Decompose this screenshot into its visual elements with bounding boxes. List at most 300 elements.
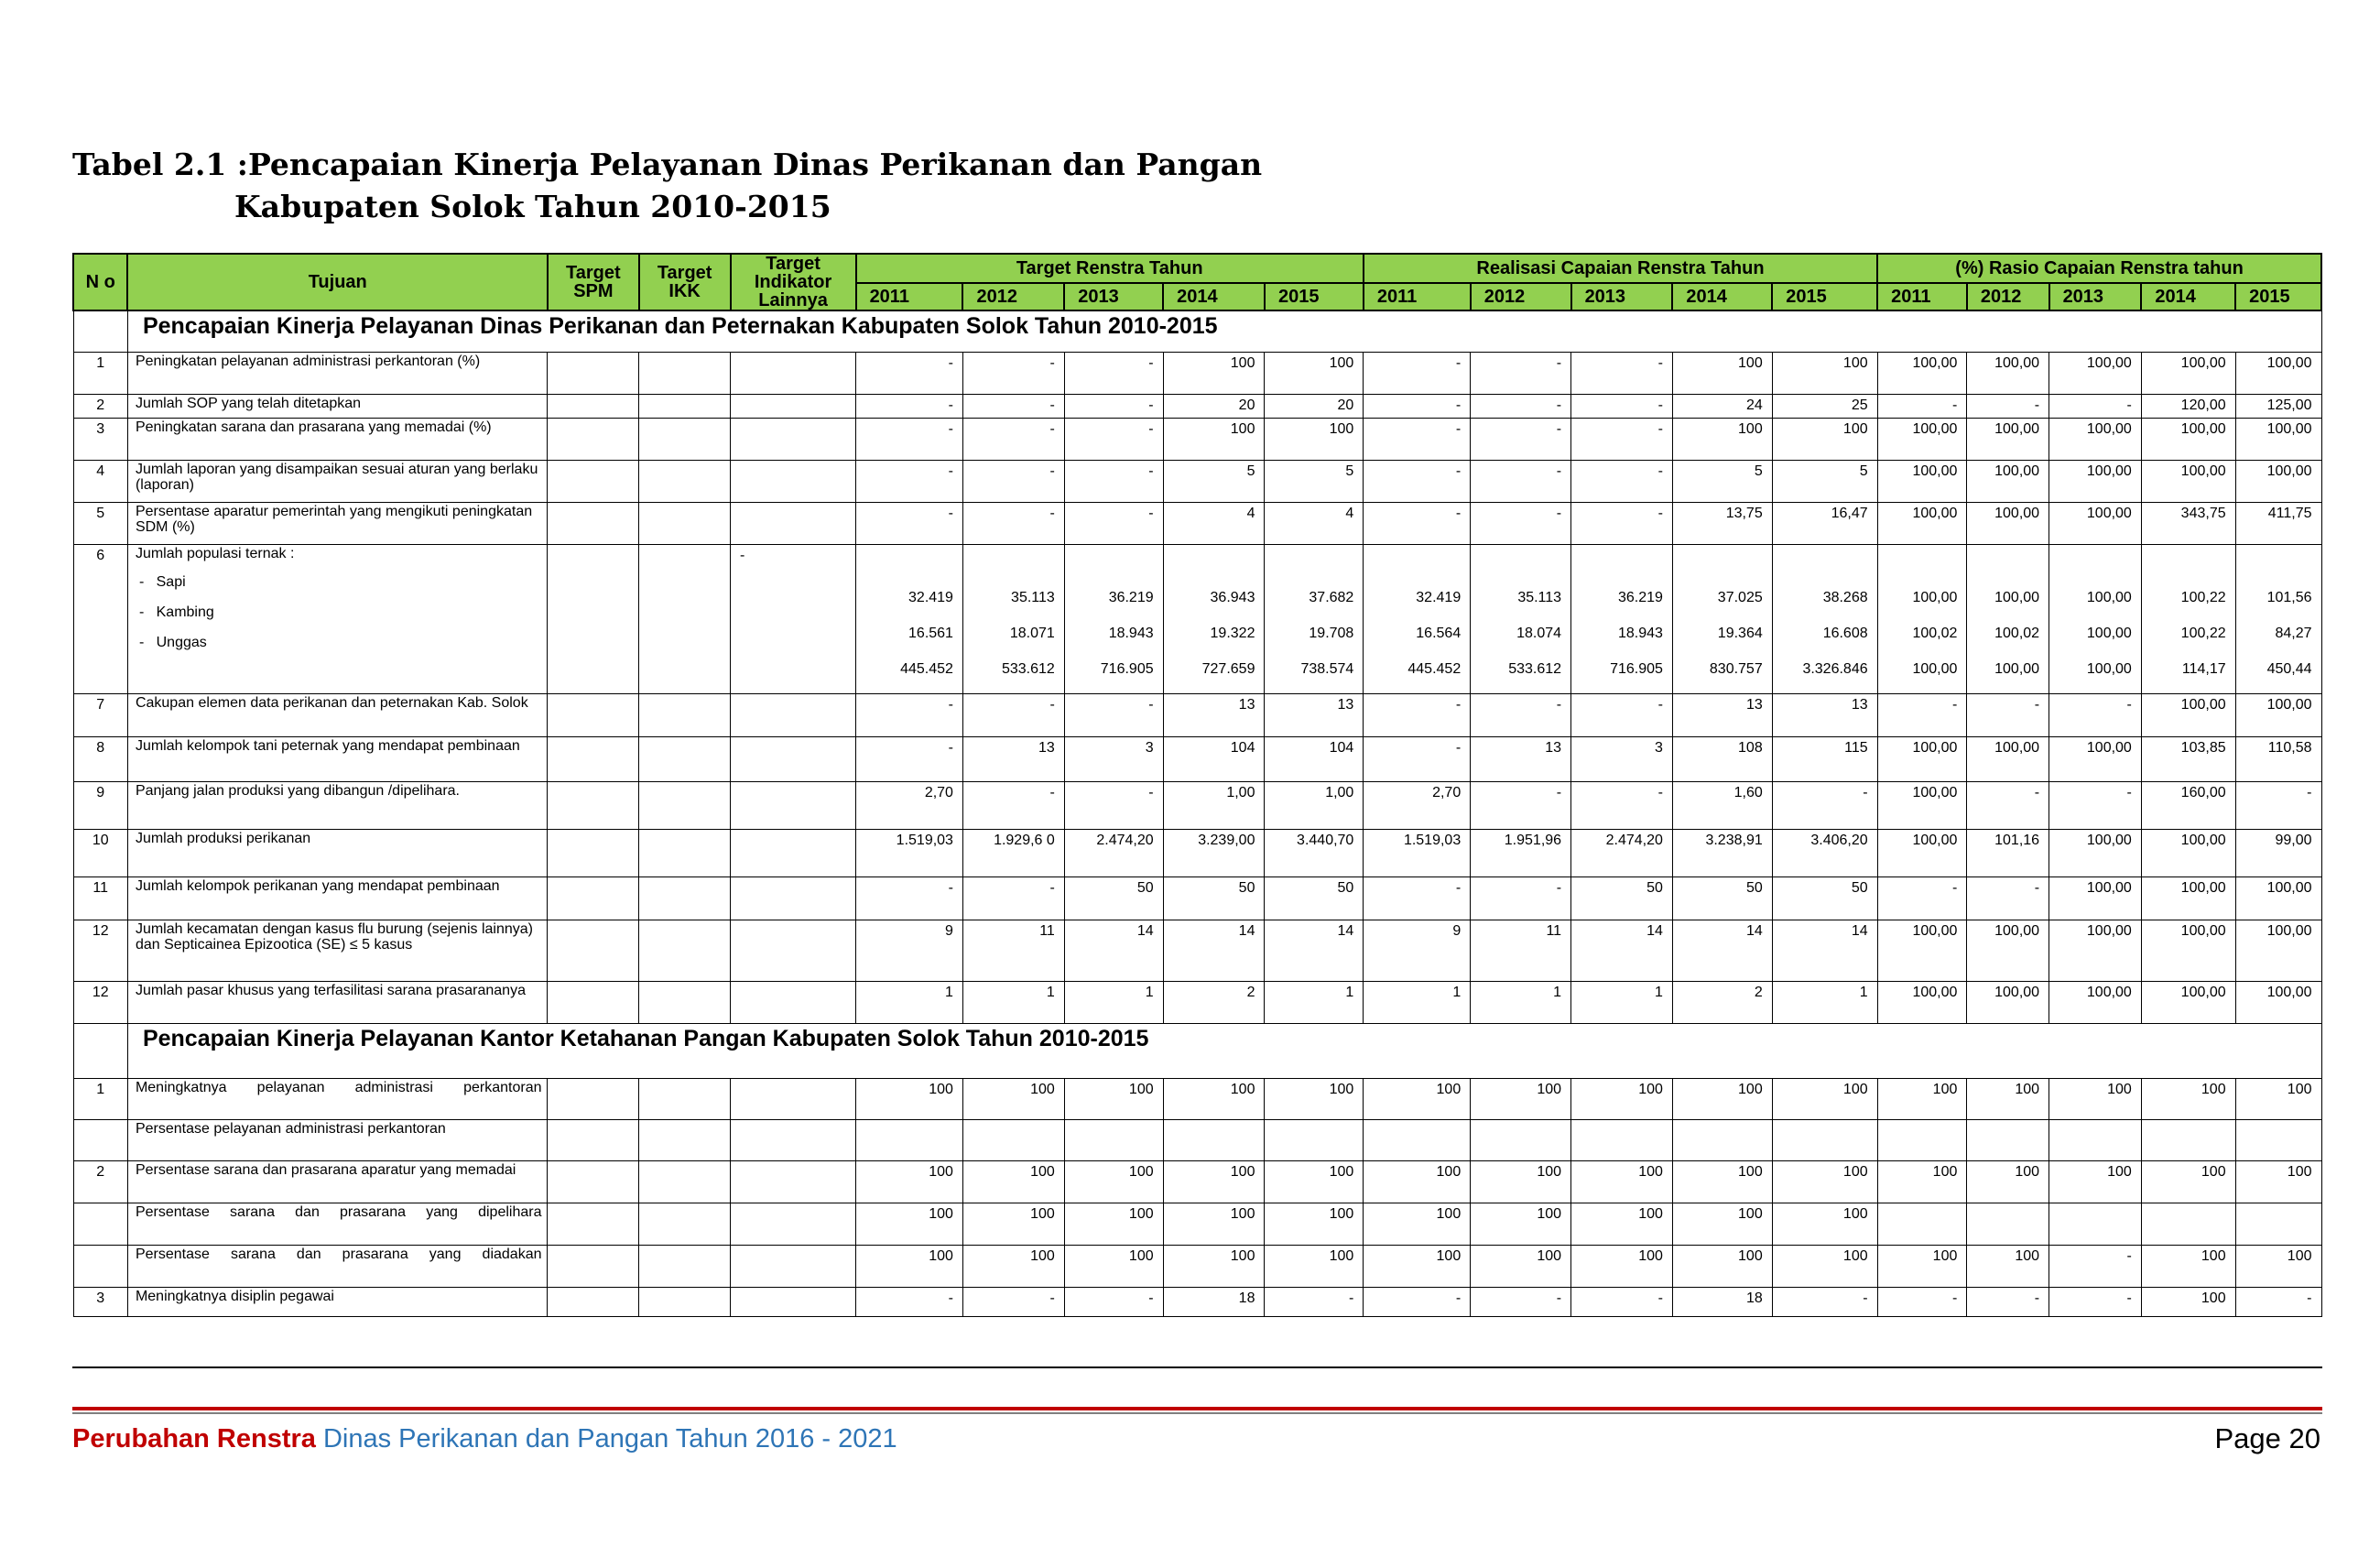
value-cell: - bbox=[1967, 781, 2049, 829]
value-cell: - bbox=[1877, 876, 1967, 920]
value-cell bbox=[1672, 544, 1772, 693]
row-number: 3 bbox=[73, 1287, 127, 1316]
table-body bbox=[73, 310, 2321, 1316]
value-cell: 100,00 bbox=[1877, 460, 1967, 502]
target-lainnya-cell bbox=[731, 920, 856, 981]
value-cell: 100 bbox=[1967, 1245, 2049, 1287]
target-spm-cell bbox=[548, 544, 639, 693]
value-cell: - bbox=[962, 502, 1064, 544]
value-cell: 100 bbox=[1471, 1160, 1571, 1203]
value-cell: - bbox=[856, 693, 963, 736]
value-cell: - bbox=[1471, 352, 1571, 394]
target-lainnya-cell bbox=[731, 394, 856, 418]
table-row bbox=[73, 876, 2321, 920]
row-tujuan: Jumlah laporan yang disampaikan sesuai aturan yang berlaku (laporan) bbox=[127, 460, 548, 502]
value-cell: 100,00 bbox=[2235, 981, 2321, 1023]
target-ikk-cell bbox=[639, 981, 731, 1023]
value-cell: 3 bbox=[1571, 736, 1673, 781]
row-tujuan: Meningkatnya pelayanan administrasi perkantoran bbox=[127, 1078, 548, 1119]
value-cell: 100 bbox=[856, 1078, 963, 1119]
populasi-value: 16.564 bbox=[1416, 625, 1462, 641]
row-tujuan: Persentase aparatur pemerintah yang mengikuti peningkatan SDM (%) bbox=[127, 502, 548, 544]
value-cell: 100,00 bbox=[1967, 981, 2049, 1023]
value-cell: 100 bbox=[1265, 418, 1364, 460]
row-tujuan: Panjang jalan produksi yang dibangun /dipelihara. bbox=[127, 781, 548, 829]
value-cell: 13 bbox=[962, 736, 1064, 781]
value-cell: 4 bbox=[1163, 502, 1265, 544]
row-tujuan: Jumlah pasar khusus yang terfasilitasi sarana prasarananya bbox=[127, 981, 548, 1023]
value-cell: 3.440,70 bbox=[1265, 829, 1364, 876]
value-cell: 13 bbox=[1471, 736, 1571, 781]
value-cell: 2 bbox=[1163, 981, 1265, 1023]
table-row bbox=[73, 1245, 2321, 1287]
table-row-populasi bbox=[73, 544, 2321, 693]
value-cell: 100 bbox=[1163, 1245, 1265, 1287]
performance-table bbox=[72, 253, 2322, 1317]
value-cell: 100 bbox=[2235, 1078, 2321, 1119]
populasi-value: 38.268 bbox=[1822, 589, 1868, 605]
value-cell: 14 bbox=[1672, 920, 1772, 981]
value-cell: - bbox=[1364, 736, 1471, 781]
populasi-value: 100,00 bbox=[1912, 660, 1958, 677]
value-cell: 100 bbox=[856, 1160, 963, 1203]
value-cell: 101,16 bbox=[1967, 829, 2049, 876]
value-cell bbox=[1064, 544, 1163, 693]
value-cell: 16,47 bbox=[1772, 502, 1877, 544]
value-cell bbox=[1967, 1203, 2049, 1245]
value-cell: - bbox=[1571, 352, 1673, 394]
target-lainnya-cell bbox=[731, 418, 856, 460]
header-no: N o bbox=[73, 254, 127, 310]
value-cell: 110,58 bbox=[2235, 736, 2321, 781]
value-cell: 1.519,03 bbox=[856, 829, 963, 876]
value-cell: 13,75 bbox=[1672, 502, 1772, 544]
populasi-value: 445.452 bbox=[900, 660, 953, 677]
value-cell bbox=[1364, 1119, 1471, 1160]
value-cell: - bbox=[856, 876, 963, 920]
value-cell bbox=[1571, 1119, 1673, 1160]
populasi-value: 100,22 bbox=[2180, 625, 2226, 641]
table-row bbox=[73, 502, 2321, 544]
value-cell: - bbox=[1967, 876, 2049, 920]
value-cell: 100,00 bbox=[2049, 920, 2142, 981]
row-number: 4 bbox=[73, 460, 127, 502]
value-cell: 50 bbox=[1265, 876, 1364, 920]
row-tujuan: Persentase sarana dan prasarana yang dipelihara bbox=[127, 1203, 548, 1245]
row-tujuan: Persentase pelayanan administrasi perkantoran bbox=[127, 1119, 548, 1160]
value-cell bbox=[1364, 544, 1471, 693]
header-group-rasio: (%) Rasio Capaian Renstra tahun bbox=[1877, 254, 2321, 283]
value-cell: - bbox=[1772, 1287, 1877, 1316]
header-group-realisasi: Realisasi Capaian Renstra Tahun bbox=[1364, 254, 1877, 283]
value-cell: 100 bbox=[1772, 352, 1877, 394]
header-year: 2014 bbox=[1163, 283, 1265, 310]
value-cell: 13 bbox=[1772, 693, 1877, 736]
row-number: 5 bbox=[73, 502, 127, 544]
populasi-value: 450,44 bbox=[2266, 660, 2312, 677]
populasi-value: 100,00 bbox=[2086, 589, 2132, 605]
row-tujuan: Jumlah kelompok tani peternak yang mendapat pembinaan bbox=[127, 736, 548, 781]
target-spm-cell bbox=[548, 829, 639, 876]
value-cell bbox=[1877, 1119, 1967, 1160]
value-cell: 9 bbox=[856, 920, 963, 981]
value-cell: - bbox=[1471, 394, 1571, 418]
target-lainnya-cell bbox=[731, 781, 856, 829]
value-cell: 100,00 bbox=[2049, 460, 2142, 502]
value-cell: 115 bbox=[1772, 736, 1877, 781]
value-cell: 2,70 bbox=[856, 781, 963, 829]
value-cell: - bbox=[1877, 1287, 1967, 1316]
row-number bbox=[73, 1203, 127, 1245]
value-cell: - bbox=[856, 352, 963, 394]
section-row bbox=[73, 1023, 2321, 1078]
value-cell: - bbox=[1064, 502, 1163, 544]
value-cell: 100 bbox=[1877, 1160, 1967, 1203]
value-cell bbox=[2141, 544, 2235, 693]
populasi-value: 738.574 bbox=[1300, 660, 1354, 677]
value-cell: 100 bbox=[1772, 1245, 1877, 1287]
value-cell: - bbox=[1571, 1287, 1673, 1316]
value-cell: 100 bbox=[1672, 1203, 1772, 1245]
target-spm-cell bbox=[548, 1203, 639, 1245]
table-row bbox=[73, 1203, 2321, 1245]
target-spm-cell bbox=[548, 693, 639, 736]
title-line-1: Tabel 2.1 :Pencapaian Kinerja Pelayanan Dinas Perikanan dan Pangan bbox=[72, 147, 1263, 182]
value-cell: 14 bbox=[1265, 920, 1364, 981]
target-spm-cell bbox=[548, 736, 639, 781]
target-ikk-cell bbox=[639, 781, 731, 829]
value-cell: - bbox=[1364, 460, 1471, 502]
value-cell: 20 bbox=[1163, 394, 1265, 418]
populasi-value: 18.074 bbox=[1516, 625, 1562, 641]
title-line-2: Kabupaten Solok Tahun 2010-2015 bbox=[234, 189, 831, 224]
row-number: 2 bbox=[73, 394, 127, 418]
target-lainnya-cell bbox=[731, 1245, 856, 1287]
value-cell: 100 bbox=[1364, 1078, 1471, 1119]
populasi-value: 100,00 bbox=[2086, 660, 2132, 677]
value-cell: 1 bbox=[1064, 981, 1163, 1023]
value-cell: 100 bbox=[2141, 1078, 2235, 1119]
value-cell: 100,00 bbox=[2049, 502, 2142, 544]
populasi-value: 100,00 bbox=[2086, 625, 2132, 641]
value-cell: - bbox=[1364, 352, 1471, 394]
value-cell: - bbox=[962, 394, 1064, 418]
value-cell: 100 bbox=[962, 1160, 1064, 1203]
value-cell: 100 bbox=[2141, 1287, 2235, 1316]
value-cell bbox=[1064, 1119, 1163, 1160]
value-cell: 104 bbox=[1265, 736, 1364, 781]
footer-description: Dinas Perikanan dan Pangan Tahun 2016 - 2021 bbox=[322, 1424, 897, 1454]
value-cell: 100,00 bbox=[1877, 502, 1967, 544]
table-row bbox=[73, 394, 2321, 418]
value-cell bbox=[1967, 1119, 2049, 1160]
target-spm-cell bbox=[548, 1245, 639, 1287]
value-cell: 100,00 bbox=[2049, 418, 2142, 460]
value-cell: - bbox=[1571, 781, 1673, 829]
value-cell: - bbox=[1064, 1287, 1163, 1316]
value-cell: 100,00 bbox=[1967, 352, 2049, 394]
value-cell: 100 bbox=[1163, 1203, 1265, 1245]
value-cell: 11 bbox=[962, 920, 1064, 981]
row-tujuan: Persentase sarana dan prasarana yang diadakan bbox=[127, 1245, 548, 1287]
value-cell bbox=[2141, 1119, 2235, 1160]
populasi-value: 32.419 bbox=[908, 589, 953, 605]
value-cell: - bbox=[1571, 394, 1673, 418]
target-lainnya-cell bbox=[731, 981, 856, 1023]
value-cell: 100 bbox=[856, 1203, 963, 1245]
value-cell: 100,00 bbox=[2141, 829, 2235, 876]
value-cell: 100,00 bbox=[1877, 920, 1967, 981]
target-spm-cell bbox=[548, 1287, 639, 1316]
value-cell: 4 bbox=[1265, 502, 1364, 544]
value-cell: 100 bbox=[1772, 1203, 1877, 1245]
value-cell: 160,00 bbox=[2141, 781, 2235, 829]
value-cell: 100,00 bbox=[2235, 460, 2321, 502]
value-cell: 14 bbox=[1772, 920, 1877, 981]
target-lainnya-cell bbox=[731, 1203, 856, 1245]
value-cell bbox=[1877, 544, 1967, 693]
value-cell: 100,00 bbox=[1967, 418, 2049, 460]
value-cell bbox=[2049, 544, 2142, 693]
row-number: 11 bbox=[73, 876, 127, 920]
populasi-item: - Unggas bbox=[138, 634, 207, 650]
value-cell: 100,00 bbox=[1877, 829, 1967, 876]
target-lainnya-cell bbox=[731, 352, 856, 394]
target-spm-cell bbox=[548, 781, 639, 829]
value-cell: - bbox=[1571, 460, 1673, 502]
row-number: 12 bbox=[73, 981, 127, 1023]
populasi-value: 18.071 bbox=[1009, 625, 1055, 641]
populasi-value: 445.452 bbox=[1407, 660, 1462, 677]
value-cell: 100 bbox=[1064, 1160, 1163, 1203]
value-cell: 50 bbox=[1672, 876, 1772, 920]
populasi-value: 100,00 bbox=[1994, 589, 2040, 605]
header-year: 2015 bbox=[1265, 283, 1364, 310]
target-ikk-cell bbox=[639, 1119, 731, 1160]
value-cell: 1.929,6 0 bbox=[962, 829, 1064, 876]
value-cell: 100 bbox=[1877, 1078, 1967, 1119]
header-target-ikk: Target IKK bbox=[639, 254, 731, 310]
value-cell: 100,00 bbox=[2049, 736, 2142, 781]
row-number: 1 bbox=[73, 1078, 127, 1119]
value-cell: 125,00 bbox=[2235, 394, 2321, 418]
populasi-value: 716.905 bbox=[1610, 660, 1663, 677]
value-cell: 100,00 bbox=[2049, 981, 2142, 1023]
target-lainnya-cell bbox=[731, 829, 856, 876]
value-cell bbox=[1672, 1119, 1772, 1160]
populasi-value: 35.113 bbox=[1011, 589, 1055, 605]
value-cell: 2,70 bbox=[1364, 781, 1471, 829]
value-cell: 9 bbox=[1364, 920, 1471, 981]
populasi-value: 36.943 bbox=[1210, 589, 1255, 605]
value-cell: 50 bbox=[1772, 876, 1877, 920]
value-cell bbox=[2235, 544, 2321, 693]
value-cell: 100 bbox=[1471, 1078, 1571, 1119]
value-cell: - bbox=[1571, 502, 1673, 544]
value-cell: 103,85 bbox=[2141, 736, 2235, 781]
footer-renstra: Perubahan Renstra bbox=[72, 1424, 316, 1454]
target-ikk-cell bbox=[639, 876, 731, 920]
value-cell: 100,00 bbox=[2049, 876, 2142, 920]
value-cell: 100,00 bbox=[2141, 352, 2235, 394]
section-row bbox=[73, 310, 2321, 352]
value-cell: 100 bbox=[1471, 1203, 1571, 1245]
value-cell: 100 bbox=[2235, 1245, 2321, 1287]
value-cell: - bbox=[962, 693, 1064, 736]
populasi-value: 37.025 bbox=[1717, 589, 1763, 605]
value-cell: 1.951,96 bbox=[1471, 829, 1571, 876]
value-cell: - bbox=[856, 418, 963, 460]
populasi-value: 37.682 bbox=[1309, 589, 1354, 605]
value-cell bbox=[1471, 544, 1571, 693]
header-year: 2012 bbox=[1471, 283, 1571, 310]
header-tujuan: Tujuan bbox=[127, 254, 548, 310]
value-cell: 5 bbox=[1265, 460, 1364, 502]
populasi-value: 84,27 bbox=[2275, 625, 2312, 641]
value-cell: - bbox=[1471, 781, 1571, 829]
value-cell: 1,60 bbox=[1672, 781, 1772, 829]
row-tujuan bbox=[127, 544, 548, 693]
populasi-heading: Jumlah populasi ternak : bbox=[135, 545, 295, 561]
value-cell: 14 bbox=[1571, 920, 1673, 981]
row-number: 9 bbox=[73, 781, 127, 829]
value-cell bbox=[2235, 1203, 2321, 1245]
value-cell: - bbox=[1571, 693, 1673, 736]
target-ikk-cell bbox=[639, 1203, 731, 1245]
row-number: 8 bbox=[73, 736, 127, 781]
value-cell bbox=[2049, 1203, 2142, 1245]
value-cell: 100 bbox=[1672, 1245, 1772, 1287]
value-cell: 120,00 bbox=[2141, 394, 2235, 418]
performance-table-container bbox=[72, 253, 2322, 1368]
value-cell: - bbox=[856, 1287, 963, 1316]
target-lainnya-cell bbox=[731, 693, 856, 736]
value-cell: 100,00 bbox=[2049, 829, 2142, 876]
value-cell bbox=[1471, 1119, 1571, 1160]
value-cell: - bbox=[1064, 394, 1163, 418]
value-cell: 100,00 bbox=[2141, 920, 2235, 981]
populasi-value: 100,22 bbox=[2180, 589, 2226, 605]
header-year: 2013 bbox=[2049, 283, 2142, 310]
value-cell: 100,00 bbox=[2235, 352, 2321, 394]
value-cell: 100 bbox=[962, 1245, 1064, 1287]
value-cell: 100,00 bbox=[2141, 460, 2235, 502]
target-spm-cell bbox=[548, 502, 639, 544]
populasi-value: 100,00 bbox=[1994, 660, 2040, 677]
value-cell bbox=[2235, 1119, 2321, 1160]
value-cell bbox=[2049, 1119, 2142, 1160]
value-cell: 100 bbox=[1877, 1245, 1967, 1287]
value-cell: 100 bbox=[1571, 1245, 1673, 1287]
value-cell: 100 bbox=[1364, 1160, 1471, 1203]
row-number: 7 bbox=[73, 693, 127, 736]
populasi-value: 533.612 bbox=[1001, 660, 1055, 677]
value-cell: 100 bbox=[1064, 1078, 1163, 1119]
value-cell: - bbox=[1064, 781, 1163, 829]
header-group-target: Target Renstra Tahun bbox=[856, 254, 1364, 283]
value-cell: - bbox=[856, 460, 963, 502]
value-cell: 411,75 bbox=[2235, 502, 2321, 544]
value-cell: 100 bbox=[1772, 1160, 1877, 1203]
target-lainnya-cell bbox=[731, 1119, 856, 1160]
table-row bbox=[73, 1119, 2321, 1160]
value-cell: 100 bbox=[1265, 352, 1364, 394]
row-tujuan: Cakupan elemen data perikanan dan peternakan Kab. Solok bbox=[127, 693, 548, 736]
value-cell: 100 bbox=[1163, 418, 1265, 460]
value-cell: 50 bbox=[1163, 876, 1265, 920]
value-cell bbox=[962, 544, 1064, 693]
row-number bbox=[73, 1119, 127, 1160]
target-ikk-cell bbox=[639, 502, 731, 544]
value-cell: 100,00 bbox=[2235, 418, 2321, 460]
header-year: 2013 bbox=[1571, 283, 1673, 310]
populasi-item-label: Kambing bbox=[156, 604, 214, 620]
value-cell: 5 bbox=[1163, 460, 1265, 502]
value-cell: 100 bbox=[1967, 1078, 2049, 1119]
value-cell: 14 bbox=[1163, 920, 1265, 981]
target-ikk-cell bbox=[639, 920, 731, 981]
footer-document-title bbox=[72, 1422, 897, 1455]
row-number: 10 bbox=[73, 829, 127, 876]
value-cell: - bbox=[1364, 394, 1471, 418]
value-cell: 100 bbox=[1967, 1160, 2049, 1203]
populasi-value: 36.219 bbox=[1617, 589, 1663, 605]
value-cell: - bbox=[1877, 394, 1967, 418]
value-cell: 100,00 bbox=[2049, 352, 2142, 394]
value-cell: 3 bbox=[1064, 736, 1163, 781]
row-tujuan: Jumlah produksi perikanan bbox=[127, 829, 548, 876]
value-cell: 100 bbox=[962, 1078, 1064, 1119]
row-number: 1 bbox=[73, 352, 127, 394]
value-cell: 100,00 bbox=[2235, 920, 2321, 981]
row-tujuan: Persentase sarana dan prasarana aparatur yang memadai bbox=[127, 1160, 548, 1203]
value-cell: 100 bbox=[1571, 1203, 1673, 1245]
populasi-value: 18.943 bbox=[1108, 625, 1154, 641]
target-ikk-cell bbox=[639, 460, 731, 502]
row-tujuan: Jumlah kecamatan dengan kasus flu burung (sejenis lainnya) dan Septicainea Epizootica (SE) ≤ 5 kasus bbox=[127, 920, 548, 981]
value-cell: 100 bbox=[1571, 1078, 1673, 1119]
row-number bbox=[73, 1245, 127, 1287]
target-spm-cell bbox=[548, 1160, 639, 1203]
target-lainnya-cell bbox=[731, 502, 856, 544]
populasi-item: - Kambing bbox=[138, 604, 214, 620]
target-spm-cell bbox=[548, 460, 639, 502]
populasi-value: 16.608 bbox=[1822, 625, 1868, 641]
value-cell: 100 bbox=[1265, 1078, 1364, 1119]
value-cell: - bbox=[1064, 418, 1163, 460]
value-cell: - bbox=[1364, 693, 1471, 736]
value-cell: 104 bbox=[1163, 736, 1265, 781]
value-cell bbox=[1967, 544, 2049, 693]
row-tujuan: Jumlah kelompok perikanan yang mendapat pembinaan bbox=[127, 876, 548, 920]
no-cell bbox=[73, 1023, 127, 1078]
table-row bbox=[73, 352, 2321, 394]
target-spm-cell bbox=[548, 1078, 639, 1119]
target-ikk-cell bbox=[639, 693, 731, 736]
row-number: 12 bbox=[73, 920, 127, 981]
value-cell: - bbox=[1364, 1287, 1471, 1316]
value-cell: 14 bbox=[1064, 920, 1163, 981]
row-tujuan: Peningkatan sarana dan prasarana yang memadai (%) bbox=[127, 418, 548, 460]
value-cell: 2.474,20 bbox=[1571, 829, 1673, 876]
value-cell: 100 bbox=[1672, 1160, 1772, 1203]
value-cell: 100 bbox=[1571, 1160, 1673, 1203]
target-ikk-cell bbox=[639, 1078, 731, 1119]
populasi-item-label: Unggas bbox=[156, 634, 207, 650]
value-cell bbox=[856, 1119, 963, 1160]
value-cell: 100 bbox=[1672, 418, 1772, 460]
value-cell: 100 bbox=[2141, 1245, 2235, 1287]
